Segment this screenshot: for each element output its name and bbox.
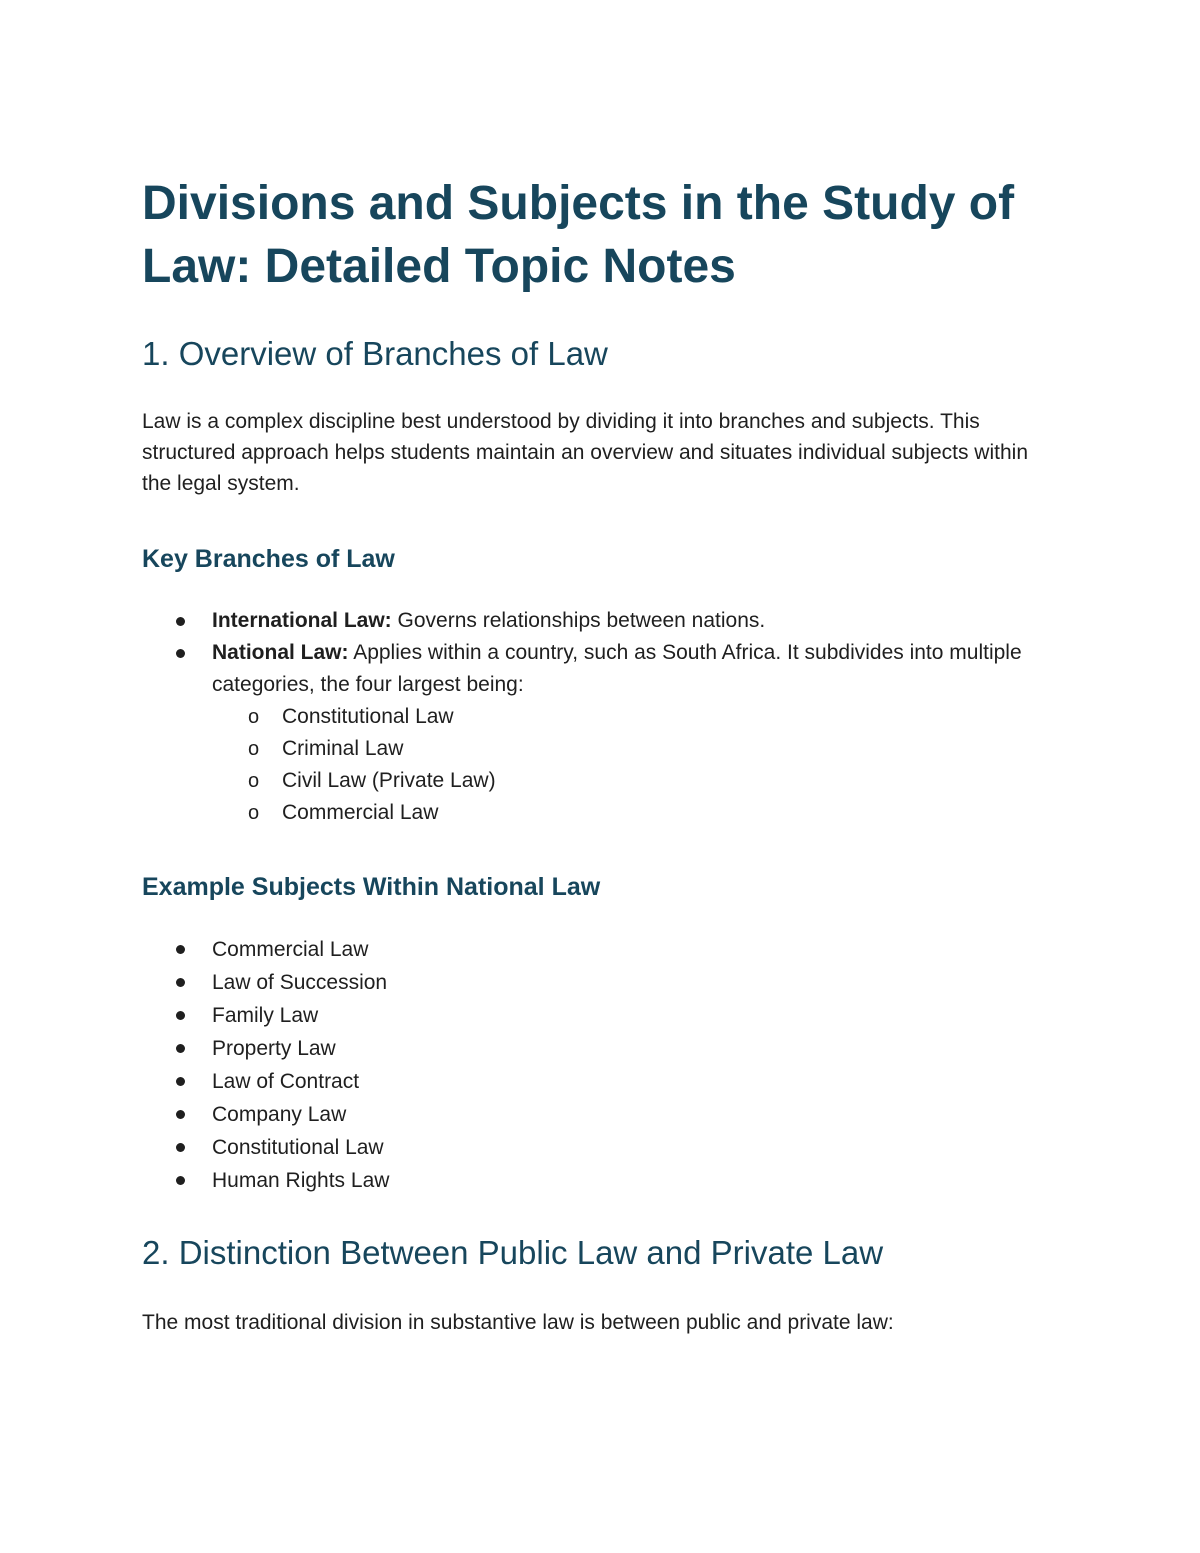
section-1-intro: Law is a complex discipline best understood by dividing it into branches and subjects. This structured approach helps students maintain an overview and situates individual subjects within the legal system. <box>142 410 1028 495</box>
list-item-term: National Law: <box>212 641 349 664</box>
key-branches-list <box>142 605 1052 829</box>
bullet-icon <box>176 617 185 626</box>
list-item-text: Applies within a country, such as South Africa. It subdivides into multiple categories, the four largest being: <box>212 641 1022 696</box>
list-item-text: Property Law <box>212 1037 336 1060</box>
circle-bullet-icon: o <box>248 706 260 728</box>
bullet-icon <box>176 1011 185 1020</box>
list-item <box>142 933 1052 966</box>
sublist-item <box>212 797 1052 829</box>
list-item-text: Law of Contract <box>212 1070 360 1093</box>
list-item-term: International Law: <box>212 609 392 632</box>
section-2-intro: The most traditional division in substantive law is between public and private law: <box>142 1311 894 1334</box>
section-1-heading: 1. Overview of Branches of Law <box>142 335 608 372</box>
list-item <box>142 966 1052 999</box>
list-item <box>142 1131 1052 1164</box>
document-title: Divisions and Subjects in the Study of Law: Detailed Topic Notes <box>142 177 1015 293</box>
sublist-item-text: Commercial Law <box>282 801 439 824</box>
bullet-icon <box>176 1176 185 1185</box>
example-subjects-heading: Example Subjects Within National Law <box>142 873 601 901</box>
section-2-heading: 2. Distinction Between Public Law and Private Law <box>142 1234 884 1271</box>
bullet-icon <box>176 978 185 987</box>
list-item <box>142 1065 1052 1098</box>
sublist-item <box>212 765 1052 797</box>
list-item <box>142 1032 1052 1065</box>
list-item-text: Human Rights Law <box>212 1169 390 1192</box>
bullet-icon <box>176 1110 185 1119</box>
list-item-text: Family Law <box>212 1004 319 1027</box>
document-page <box>142 172 1052 1338</box>
list-item <box>142 1164 1052 1197</box>
list-item <box>142 637 1052 829</box>
sublist-item-text: Criminal Law <box>282 737 404 760</box>
list-item-text: Constitutional Law <box>212 1136 384 1159</box>
circle-bullet-icon: o <box>248 770 260 792</box>
example-subjects-list <box>142 933 1052 1197</box>
sublist-item-text: Constitutional Law <box>282 705 454 728</box>
bullet-icon <box>176 1044 185 1053</box>
list-item <box>142 605 1052 637</box>
bullet-icon <box>176 649 185 658</box>
circle-bullet-icon: o <box>248 802 260 824</box>
sublist-item <box>212 733 1052 765</box>
list-item-text: Commercial Law <box>212 938 369 961</box>
list-item-text: Law of Succession <box>212 971 388 994</box>
circle-bullet-icon: o <box>248 738 260 760</box>
bullet-icon <box>176 1077 185 1086</box>
key-branches-heading: Key Branches of Law <box>142 545 395 573</box>
list-item <box>142 1098 1052 1131</box>
sublist-item <box>212 701 1052 733</box>
list-item-text: Governs relationships between nations. <box>391 609 766 632</box>
list-item-text: Company Law <box>212 1103 347 1126</box>
national-law-sublist <box>212 701 1052 829</box>
list-item <box>142 999 1052 1032</box>
bullet-icon <box>176 1143 185 1152</box>
sublist-item-text: Civil Law (Private Law) <box>282 769 496 792</box>
bullet-icon <box>176 945 185 954</box>
